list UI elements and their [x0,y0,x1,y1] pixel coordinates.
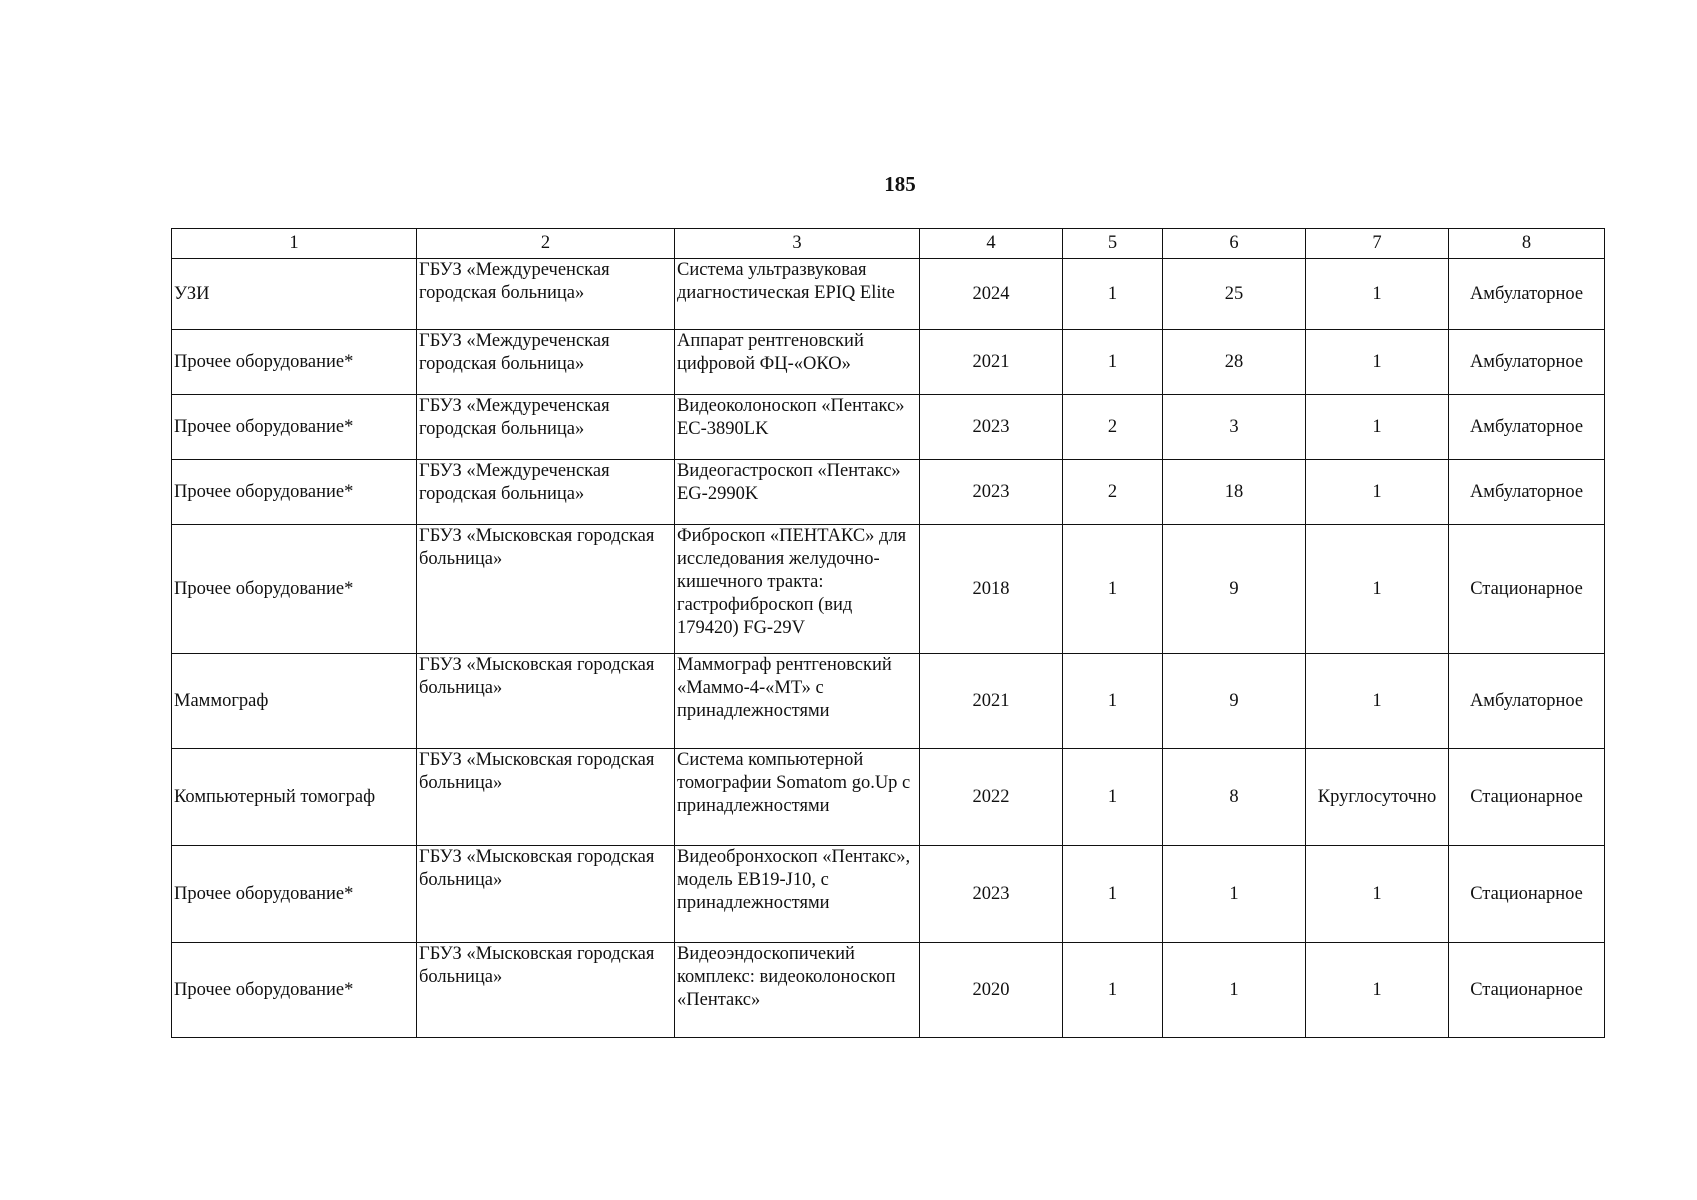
column-5-cell: 1 [1063,654,1163,749]
column-6-cell: 28 [1163,330,1306,395]
mode-cell: Амбулаторное [1449,395,1605,460]
column-5-cell: 1 [1063,330,1163,395]
column-header: 2 [417,229,675,259]
equipment-name-cell: Аппарат рентгеновский цифровой ФЦ-«ОКО» [675,330,920,395]
organization-cell: ГБУЗ «Междуреченская городская больница» [417,460,675,525]
column-6-cell: 9 [1163,525,1306,654]
equipment-name-cell: Фиброскоп «ПЕНТАКС» для исследования желудочно-кишечного тракта: гастрофиброскоп (вид 179420) FG-29V [675,525,920,654]
equipment-name-cell: Видеобронхоскоп «Пентакс», модель EB19-J10, с принадлежностями [675,846,920,943]
column-5-cell: 1 [1063,259,1163,330]
table-row [172,330,1605,395]
equipment-type-cell: Прочее оборудование* [172,943,417,1038]
organization-cell: ГБУЗ «Мысковская городская больница» [417,654,675,749]
equipment-name-cell: Маммограф рентгеновский «Маммо-4-«МТ» с принадлежностями [675,654,920,749]
column-5-cell: 1 [1063,943,1163,1038]
equipment-name-cell: Видеоколоноскоп «Пентакс» EC-3890LK [675,395,920,460]
year-cell: 2020 [920,943,1063,1038]
equipment-type-cell: Прочее оборудование* [172,846,417,943]
equipment-name-cell: Система компьютерной томографии Somatom go.Up с принадлежностями [675,749,920,846]
equipment-type-cell: Прочее оборудование* [172,395,417,460]
year-cell: 2022 [920,749,1063,846]
table-row [172,749,1605,846]
column-7-cell: 1 [1306,460,1449,525]
organization-cell: ГБУЗ «Мысковская городская больница» [417,846,675,943]
column-5-cell: 2 [1063,395,1163,460]
equipment-type-cell: Прочее оборудование* [172,330,417,395]
table-row [172,525,1605,654]
column-header: 6 [1163,229,1306,259]
column-7-cell: 1 [1306,846,1449,943]
organization-cell: ГБУЗ «Мысковская городская больница» [417,943,675,1038]
table-row [172,654,1605,749]
table-row [172,943,1605,1038]
column-7-cell: 1 [1306,330,1449,395]
mode-cell: Стационарное [1449,943,1605,1038]
column-5-cell: 1 [1063,749,1163,846]
equipment-type-cell: Прочее оборудование* [172,525,417,654]
equipment-type-cell: Прочее оборудование* [172,460,417,525]
column-6-cell: 9 [1163,654,1306,749]
column-6-cell: 1 [1163,943,1306,1038]
year-cell: 2024 [920,259,1063,330]
column-6-cell: 8 [1163,749,1306,846]
year-cell: 2021 [920,330,1063,395]
year-cell: 2023 [920,395,1063,460]
mode-cell: Амбулаторное [1449,330,1605,395]
column-7-cell: 1 [1306,525,1449,654]
mode-cell: Амбулаторное [1449,460,1605,525]
organization-cell: ГБУЗ «Междуреченская городская больница» [417,395,675,460]
column-7-cell: 1 [1306,943,1449,1038]
equipment-name-cell: Система ультразвуковая диагностическая EPIQ Elite [675,259,920,330]
column-7-cell: 1 [1306,259,1449,330]
year-cell: 2021 [920,654,1063,749]
mode-cell: Амбулаторное [1449,259,1605,330]
organization-cell: ГБУЗ «Междуреченская городская больница» [417,259,675,330]
column-7-cell: 1 [1306,395,1449,460]
column-header: 4 [920,229,1063,259]
mode-cell: Амбулаторное [1449,654,1605,749]
column-5-cell: 1 [1063,525,1163,654]
equipment-type-cell: Компьютерный томограф [172,749,417,846]
year-cell: 2018 [920,525,1063,654]
column-header: 8 [1449,229,1605,259]
table-row [172,846,1605,943]
header-row [172,229,1605,259]
column-header: 5 [1063,229,1163,259]
organization-cell: ГБУЗ «Мысковская городская больница» [417,749,675,846]
column-5-cell: 2 [1063,460,1163,525]
column-7-cell: 1 [1306,654,1449,749]
column-6-cell: 18 [1163,460,1306,525]
year-cell: 2023 [920,846,1063,943]
column-6-cell: 3 [1163,395,1306,460]
organization-cell: ГБУЗ «Междуреченская городская больница» [417,330,675,395]
column-header: 1 [172,229,417,259]
equipment-table [171,228,1605,1038]
page-number: 185 [884,172,916,196]
table-row [172,395,1605,460]
year-cell: 2023 [920,460,1063,525]
mode-cell: Стационарное [1449,525,1605,654]
column-7-cell: Круглосуточно [1306,749,1449,846]
column-6-cell: 1 [1163,846,1306,943]
organization-cell: ГБУЗ «Мысковская городская больница» [417,525,675,654]
mode-cell: Стационарное [1449,749,1605,846]
table-row [172,259,1605,330]
column-6-cell: 25 [1163,259,1306,330]
equipment-type-cell: Маммограф [172,654,417,749]
column-header: 3 [675,229,920,259]
equipment-name-cell: Видеогастроскоп «Пентакс» EG-2990K [675,460,920,525]
table-row [172,460,1605,525]
column-header: 7 [1306,229,1449,259]
mode-cell: Стационарное [1449,846,1605,943]
column-5-cell: 1 [1063,846,1163,943]
equipment-type-cell: УЗИ [172,259,417,330]
equipment-name-cell: Видеоэндоскопичекий комплекс: видеоколоноскоп «Пентакс» [675,943,920,1038]
